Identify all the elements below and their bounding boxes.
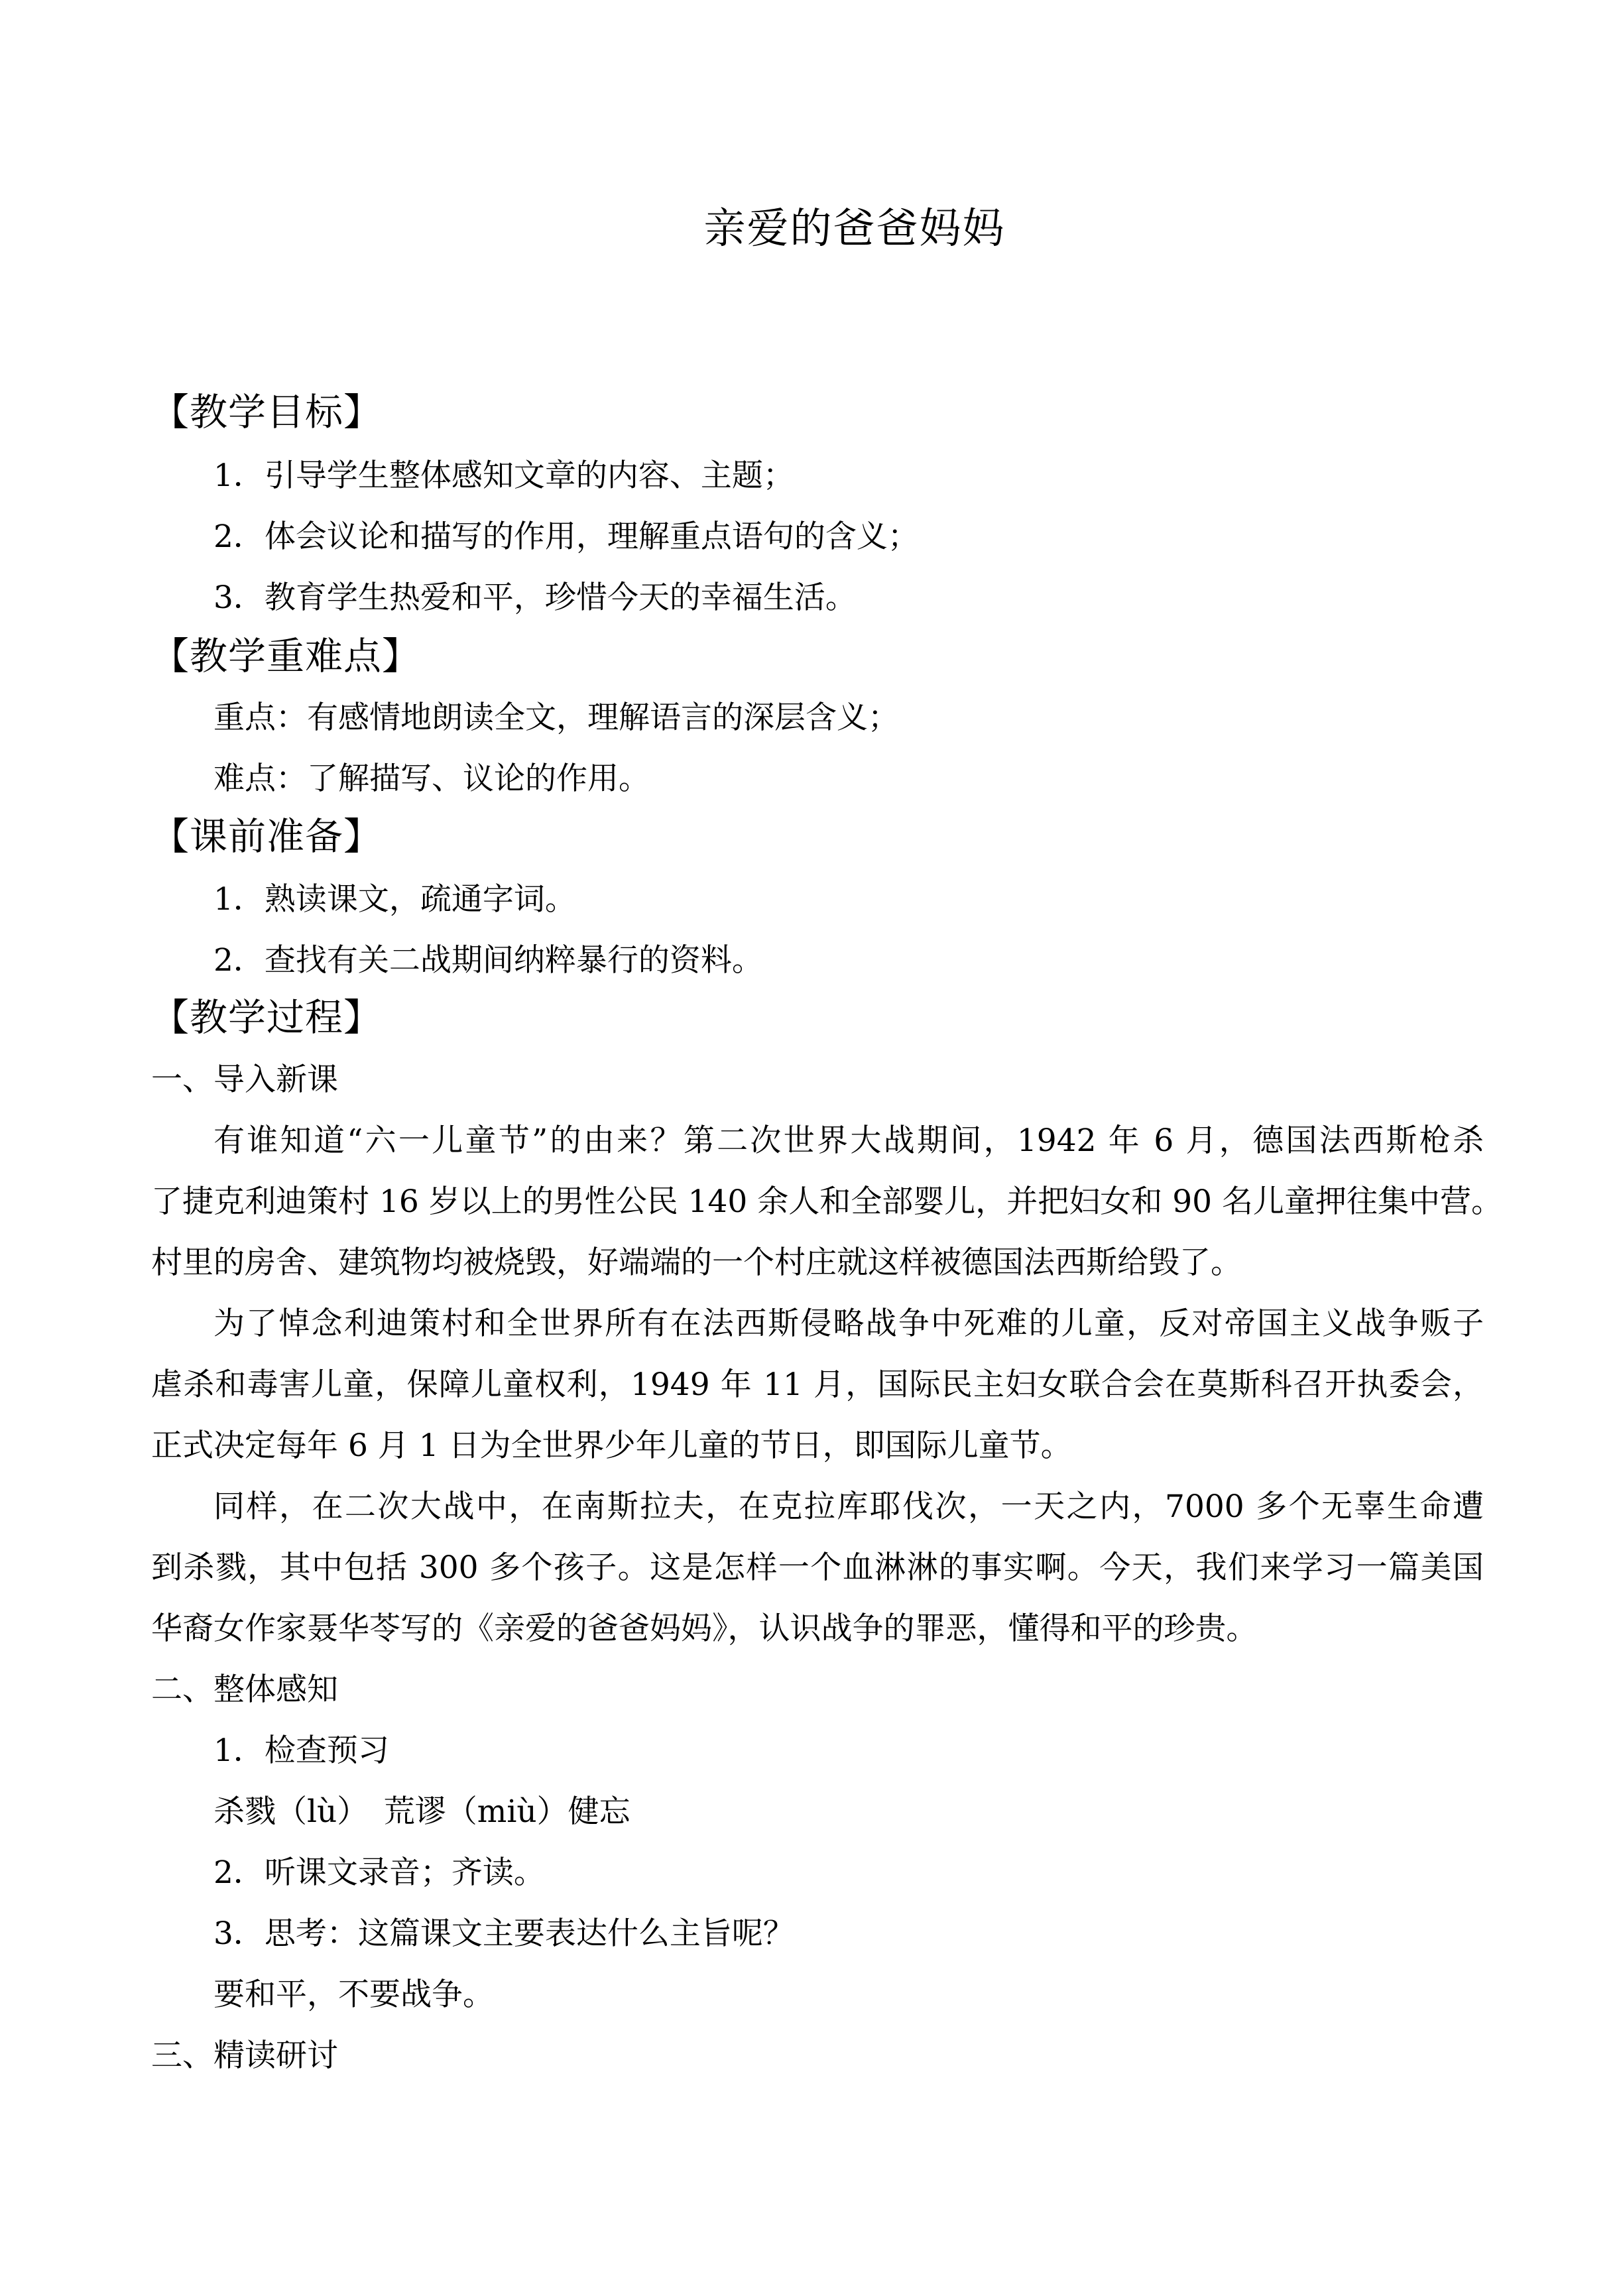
part-heading-close-reading: 三、精读研讨 — [151, 2037, 338, 2074]
paragraph-line: 为了悼念利迪策村和全世界所有在法西斯侵略战争中死难的儿童，反对帝国主义战争贩子 — [213, 1305, 1484, 1342]
paragraph-line: 正式决定每年 6 月 1 日为全世界少年儿童的节日，即国际儿童节。 — [151, 1427, 1072, 1464]
paragraph-line: 村里的房舍、建筑物均被烧毁，好端端的一个村庄就这样被德国法西斯给毁了。 — [151, 1244, 1242, 1281]
paragraph-line: 有谁知道“六一儿童节”的由来？第二次世界大战期间，1942 年 6 月，德国法西斯枪杀 — [213, 1122, 1484, 1159]
paragraph-line: 到杀戮，其中包括 300 多个孩子。这是怎样一个血淋淋的事实啊。今天，我们来学习一篇美国 — [151, 1549, 1484, 1586]
overview-item: 2．听课文录音；齐读。 — [213, 1854, 545, 1891]
section-heading-process: 【教学过程】 — [151, 996, 382, 1040]
page-title: 亲爱的爸爸妈妈 — [703, 204, 1006, 253]
paragraph-line: 了捷克利迪策村 16 岁以上的男性公民 140 余人和全部婴儿，并把妇女和 90 名儿童押往集中营。 — [151, 1183, 1502, 1220]
preparation-item: 1．熟读课文，疏通字词。 — [213, 881, 576, 918]
overview-item: 3．思考：这篇课文主要表达什么主旨呢？ — [213, 1915, 794, 1952]
overview-item: 1．检查预习 — [213, 1732, 389, 1769]
section-heading-objectives: 【教学目标】 — [151, 391, 382, 434]
paragraph-line: 同样，在二次大战中，在南斯拉夫，在克拉库耶伐次，一天之内，7000 多个无辜生命遭 — [213, 1488, 1484, 1525]
paragraph-line: 虐杀和毒害儿童，保障儿童权利，1949 年 11 月，国际民主妇女联合会在莫斯科召开执委会， — [151, 1366, 1484, 1403]
paragraph-line: 华裔女作家聂华苓写的《亲爱的爸爸妈妈》，认识战争的罪恶，懂得和平的珍贵。 — [151, 1610, 1258, 1647]
objective-item: 1．引导学生整体感知文章的内容、主题； — [213, 457, 794, 494]
objective-item: 2．体会议论和描写的作用，理解重点语句的含义； — [213, 518, 919, 555]
overview-item: 杀戮（lù） 荒谬（miù）健忘 — [213, 1793, 631, 1830]
part-heading-intro: 一、导入新课 — [151, 1061, 338, 1098]
key-point-item: 重点：有感情地朗读全文，理解语言的深层含义； — [213, 699, 899, 736]
part-heading-overview: 二、整体感知 — [151, 1671, 338, 1708]
key-point-item: 难点：了解描写、议论的作用。 — [213, 760, 650, 797]
section-heading-key-points: 【教学重难点】 — [151, 634, 420, 678]
objective-item: 3．教育学生热爱和平，珍惜今天的幸福生活。 — [213, 579, 857, 616]
preparation-item: 2．查找有关二战期间纳粹暴行的资料。 — [213, 942, 763, 979]
overview-item: 要和平，不要战争。 — [213, 1976, 494, 2013]
section-heading-preparation: 【课前准备】 — [151, 815, 382, 859]
